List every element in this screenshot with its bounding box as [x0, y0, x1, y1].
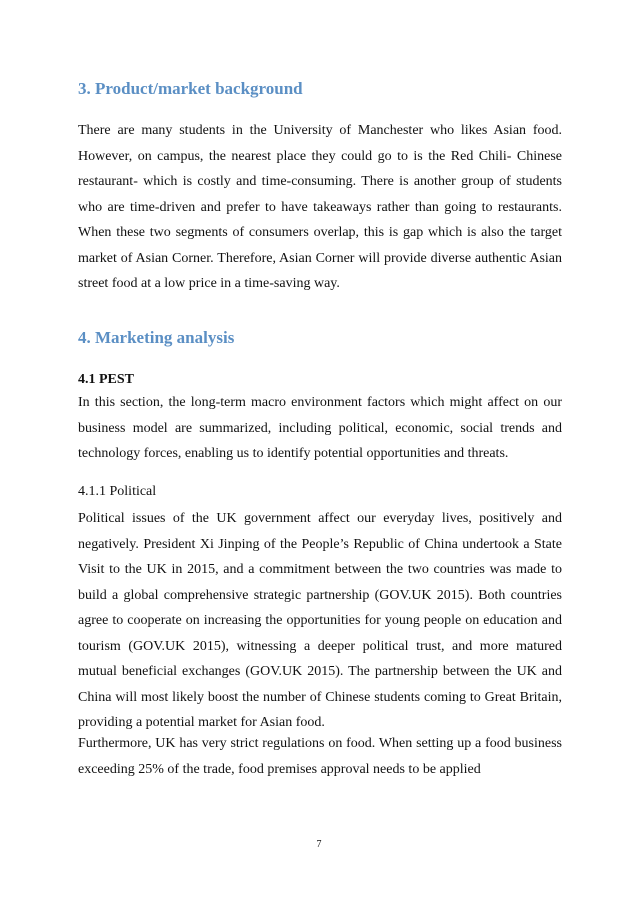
- section-4-heading: 4. Marketing analysis: [78, 328, 235, 347]
- subsection-4-1-1-heading: 4.1.1 Political: [78, 484, 157, 499]
- page-number: 7: [316, 839, 322, 850]
- pest-paragraph: In this section, the long-term macro environment factors which might affect on our business model are summarized, including political, economic, social trends and technology forces, enabling us to identify potential opportunities and threats.: [78, 395, 562, 461]
- political-paragraph: Political issues of the UK government affect our everyday lives, positively and negatively. President Xi Jinping of the People’s Republic of China undertook a State Visit to the UK in 2015, and a commitment between the two countries was made to build a global comprehensive strategic partnership (GOV.UK 2015). Both countries agree to cooperate on increasing the opportunities for young people on education and tourism (GOV.UK 2015), witnessing a deeper political trust, and more matured mutual beneficial exchanges (GOV.UK 2015). The partnership between the UK and China will most likely boost the number of Chinese students coming to Great Britain, providing a potential market for Asian food.: [78, 511, 562, 730]
- subsection-4-1-heading: 4.1 PEST: [78, 372, 135, 387]
- section-3-paragraph: There are many students in the University of Manchester who likes Asian food. However, on campus, the nearest place they could go to is the Red Chili- Chinese restaurant- which is costly and time-consuming. There is another group of students who are time-driven and prefer to have takeaways rather than going to restaurants. When these two segments of consumers overlap, this is gap which is also the target market of Asian Corner. Therefore, Asian Corner will provide diverse authentic Asian street food at a low price in a time-saving way.: [78, 123, 562, 291]
- section-3-heading: 3. Product/market background: [78, 79, 303, 98]
- food-regulation-paragraph: Furthermore, UK has very strict regulations on food. When setting up a food business exceeding 25% of the trade, food premises approval needs to be applied: [78, 736, 562, 777]
